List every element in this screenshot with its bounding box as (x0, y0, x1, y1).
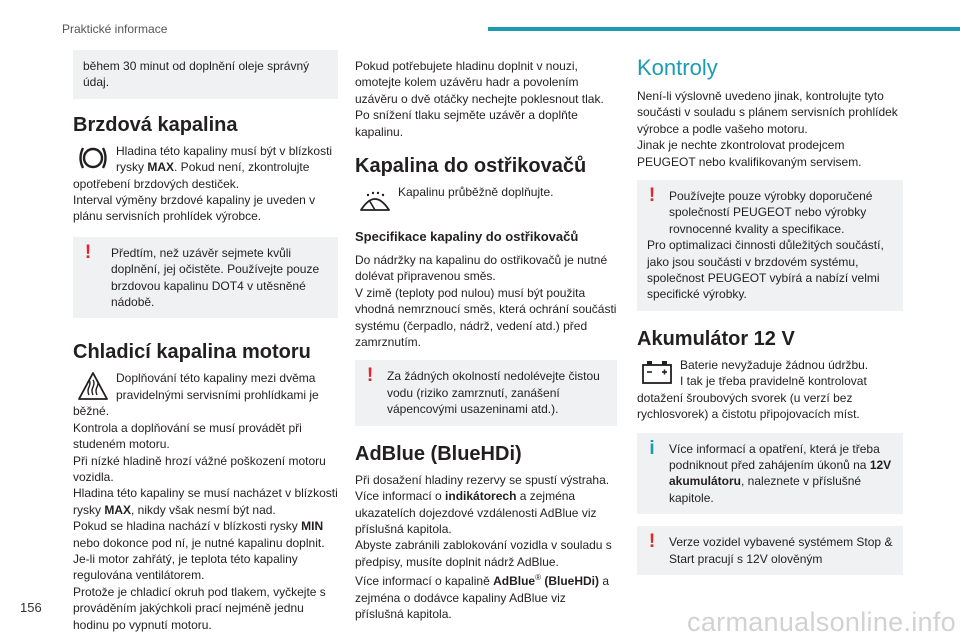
brake-fluid-text-1: Hladina této kapaliny musí být v blízkosti rysky MAX. Pokud není, zkontrolujte opotřebení brzdových destiček. (73, 143, 333, 191)
warning-icon: ! (366, 365, 374, 387)
washer-spec-text-1: Do nádržky na kapalinu do ostřikovačů je nutné dolévat připravenou směs. (355, 253, 608, 284)
adblue-text-4: Více informací o kapalině AdBlue® (BlueHDi) a zejména o dodávce kapaliny AdBlue viz příslušná kapitola. (355, 573, 609, 621)
battery-warning-box (637, 526, 903, 575)
coolant-section (73, 370, 338, 633)
washer-fluid-icon (355, 184, 395, 215)
coolant-text-2: Kontrola a doplňování se musí provádět při studeném motoru. (73, 420, 302, 452)
column-left (73, 50, 338, 633)
oil-note-text: během 30 minut od doplnění oleje správný údaj. (83, 59, 310, 90)
washer-spec-text-2: V zimě (teploty pod nulou) musí být použita vhodná nemrznoucí směs, která ochrání součásti systému (čerpadlo, nádrž, vedení atd.) před zamrznutím. (355, 285, 617, 350)
checks-heading: Kontroly (637, 55, 718, 80)
warning-icon: ! (648, 185, 656, 207)
battery-heading: Akumulátor 12 V (637, 327, 795, 350)
column-middle (355, 58, 617, 622)
adblue-heading: AdBlue (BlueHDi) (355, 442, 522, 465)
washer-warning-text: Za žádných okolností nedolévejte čistou vodu (riziko zamrznutí, zanášení vápencovými usazeninami atd.). (387, 369, 600, 417)
battery-info-text: Více informací a opatření, která je třeba podniknout před zahájením úkonů na 12V akumulátoru, naleznete v příslušné kapitole. (669, 441, 892, 505)
washer-fluid-text: Kapalinu průběžně doplňujte. (398, 185, 554, 200)
brake-fluid-heading: Brzdová kapalina (73, 113, 238, 136)
washer-fluid-section (355, 184, 617, 216)
adblue-text-1: Při dosažení hladiny rezervy se spustí výstraha. (355, 472, 610, 487)
coolant-emergency-text: Pokud potřebujete hladinu doplnit v nouzi, omotejte kolem uzávěru hadr a povolením uzávěru o dvě otáčky nechejte poklesnout tlak. Po snížení tlaku sejměte uzávěr a doplňte kapalinu. (355, 59, 604, 139)
adblue-text-2: Více informací o indikátorech a zejména ukazatelích dojezdové vzdálenosti AdBlue viz příslušná kapitola. (355, 489, 597, 536)
battery-text-1: Baterie nevyžaduje žádnou údržbu. (680, 357, 869, 372)
info-icon: i (649, 437, 655, 459)
watermark: carmanualsonline.info (687, 607, 956, 637)
column-right (637, 56, 903, 575)
washer-spec-heading: Specifikace kapaliny do ostřikovačů (355, 229, 579, 245)
coolant-text-5: Pokud se hladina nachází v blízkosti rysky MIN nebo dokonce pod ní, je nutné kapalinu doplnit. (73, 519, 325, 550)
hot-warning-icon (73, 370, 113, 401)
page-number: 156 (20, 600, 42, 615)
battery-icon (637, 357, 677, 388)
adblue-text-3: Abyste zabránili zablokování vozidla v souladu s předpisy, musíte doplnit nádrž AdBlue. (355, 538, 612, 569)
brake-fluid-icon (73, 143, 113, 174)
coolant-text-6: Je-li motor zahřátý, je teplota této kapaliny regulována ventilátorem. (73, 551, 298, 583)
battery-warning-text: Verze vozidel vybavené systémem Stop & Start pracují s 12V olověným (669, 535, 893, 566)
coolant-text-3: Při nízké hladině hrozí vážné poškození motoru vozidla. (73, 453, 326, 484)
brake-warning-box (73, 237, 338, 319)
washer-warning-box (355, 360, 617, 425)
header-accent-bar (488, 27, 960, 31)
checks-text-2: Jinak je nechte zkontrolovat prodejcem PEUGEOT nebo kvalifikovaným servisem. (637, 138, 862, 169)
warning-icon: ! (84, 241, 92, 263)
brake-warning-text: Předtím, než uzávěr sejmete kvůli doplnění, jej očistěte. Používejte pouze brzdovou kapalinu DOT4 v utěsněné nádobě. (111, 245, 320, 310)
brake-fluid-text-2: Interval výměny brzdové kapaliny je uveden v plánu servisních prohlídek výrobce. (73, 193, 316, 224)
battery-section (637, 357, 903, 423)
oil-note-box (73, 50, 338, 99)
warning-icon: ! (648, 531, 656, 553)
coolant-text-7: Protože je chladicí okruh pod tlakem, vyčkejte s prováděním jakýchkoli prací nejméně jednu hodinu po vypnutí motoru. (73, 584, 326, 632)
checks-warning-box (637, 180, 903, 311)
checks-text-1: Není-li výslovně uvedeno jinak, kontrolujte tyto součásti v souladu s plánem servisních prohlídek výrobce a podle vašeho motoru. (637, 89, 898, 136)
brake-fluid-section (73, 143, 338, 225)
coolant-text-4: Hladina této kapaliny se musí nacházet v blízkosti rysky MAX, nikdy však nesmí být nad. (73, 486, 338, 517)
section-label: Praktické informace (62, 22, 168, 36)
checks-warning-text-1: Používejte pouze výrobky doporučené společností PEUGEOT nebo výrobky rovnocenné kvality a specifikace. (669, 189, 873, 236)
washer-fluid-heading: Kapalina do ostřikovačů (355, 155, 587, 178)
coolant-text-1: Doplňování této kapaliny mezi dvěma pravidelnými servisními prohlídkami je běžné. (73, 371, 319, 419)
checks-warning-text-2: Pro optimalizaci činnosti důležitých součástí, jako jsou součásti v brzdovém systému, společnost PEUGEOT vybírá a nabízí velmi specifické výrobky. (647, 238, 884, 302)
coolant-heading: Chladicí kapalina motoru (73, 341, 311, 364)
battery-text-2: I tak je třeba pravidelně kontrolovat dotažení šroubových svorek (u verzí bez rychlosvorek) a čistotu připojovacích míst. (637, 374, 867, 422)
battery-info-box (637, 433, 903, 515)
